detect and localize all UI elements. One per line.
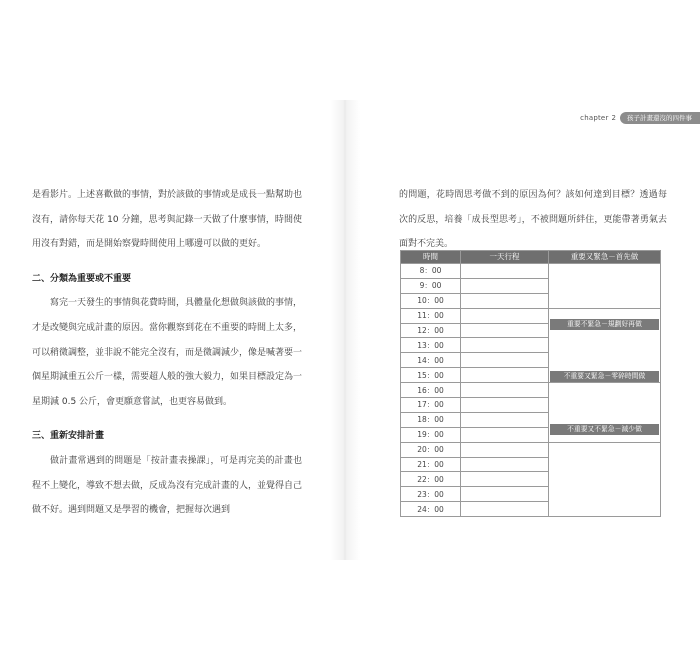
time-cell: 9：00 [401, 278, 461, 293]
category-block-1 [549, 264, 661, 309]
time-cell: 19：00 [401, 427, 461, 442]
table-row [401, 442, 661, 457]
schedule-cell [461, 278, 549, 293]
time-cell: 15：00 [401, 368, 461, 383]
time-cell: 18：00 [401, 412, 461, 427]
header-time: 時間 [401, 251, 461, 264]
table-row [401, 264, 661, 279]
book-gutter [330, 100, 360, 560]
schedule-cell [461, 457, 549, 472]
section-heading-3: 三、重新安排計畫 [32, 431, 105, 442]
category-label-important-not-urgent: 重要不緊急－規劃好再做 [550, 319, 659, 330]
time-cell: 24：00 [401, 502, 461, 517]
schedule-cell [461, 412, 549, 427]
time-cell: 17：00 [401, 398, 461, 413]
category-label-not-important-not-urgent: 不重要又不緊急－減少做 [550, 424, 659, 435]
time-cell: 13：00 [401, 338, 461, 353]
time-cell: 20：00 [401, 442, 461, 457]
schedule-cell [461, 308, 549, 323]
table-header-row [401, 251, 661, 264]
chapter-number: 2 [611, 113, 616, 122]
chapter-title-badge: 孩子計畫還沒的四件事 [620, 112, 700, 124]
schedule-cell [461, 442, 549, 457]
schedule-cell [461, 353, 549, 368]
time-cell: 8：00 [401, 264, 461, 279]
table-row [401, 383, 661, 398]
chapter-label: chapter [580, 113, 609, 122]
schedule-cell [461, 338, 549, 353]
time-cell: 21：00 [401, 457, 461, 472]
section-heading-2: 二、分類為重要或不重要 [32, 273, 132, 284]
table-row [401, 308, 661, 323]
category-label-not-important-urgent: 不重要又緊急－零碎時間做 [550, 371, 659, 382]
schedule-cell [461, 264, 549, 279]
schedule-cell [461, 427, 549, 442]
left-paragraph-1: 是看影片。上述喜歡做的事情，對於該做的事情或是成長一點幫助也沒有，請你每天花 10 分鐘，思考與記錄一天做了什麼事情，時間使用沒有對錯，而是開始察覺時間使用上哪邊可以做的更好。 [32, 190, 303, 250]
schedule-cell [461, 398, 549, 413]
header-urgent-important: 重要又緊急－首先做 [549, 251, 661, 264]
schedule-cell [461, 502, 549, 517]
time-cell: 22：00 [401, 472, 461, 487]
time-cell: 14：00 [401, 353, 461, 368]
time-cell: 16：00 [401, 383, 461, 398]
left-page-text [32, 183, 302, 523]
time-cell: 10：00 [401, 293, 461, 308]
time-cell: 11：00 [401, 308, 461, 323]
time-cell: 12：00 [401, 323, 461, 338]
category-block-4 [549, 425, 661, 516]
schedule-cell [461, 293, 549, 308]
daily-planner-table [400, 250, 661, 517]
schedule-cell [461, 383, 549, 398]
time-cell: 23：00 [401, 487, 461, 502]
right-paragraph-1: 的問題，花時間思考做不到的原因為何？該如何達到目標？透過每次的反思，培養「成長型思考」，不被問題所絆住，更能帶著勇氣去面對不完美。 [399, 190, 667, 250]
right-page-text [399, 183, 667, 257]
schedule-cell [461, 487, 549, 502]
left-paragraph-2: 寫完一天發生的事情與花費時間，具體量化想做與該做的事情，才是改變與完成計畫的原因。當你觀察到花在不重要的時間上太多，可以稍微調整，並非說不能完全沒有，而是微調減少，像是喊著要一個星期減重五公斤一樣，需要超人般的強大毅力，如果目標設定為一星期減 0.5 公斤，會更願意嘗試，也更容易做到。 [32, 298, 303, 407]
schedule-cell [461, 472, 549, 487]
left-paragraph-3: 做計畫常遇到的問題是「按計畫表操課」，可是再完美的計畫也程不上變化，導致不想去做，反成為沒有完成計畫的人，並覺得自己做不好。遇到問題又是學習的機會，把握每次遇到 [32, 455, 303, 516]
chapter-header [580, 111, 700, 124]
schedule-cell [461, 323, 549, 338]
header-schedule: 一天行程 [461, 251, 549, 264]
schedule-cell [461, 368, 549, 383]
